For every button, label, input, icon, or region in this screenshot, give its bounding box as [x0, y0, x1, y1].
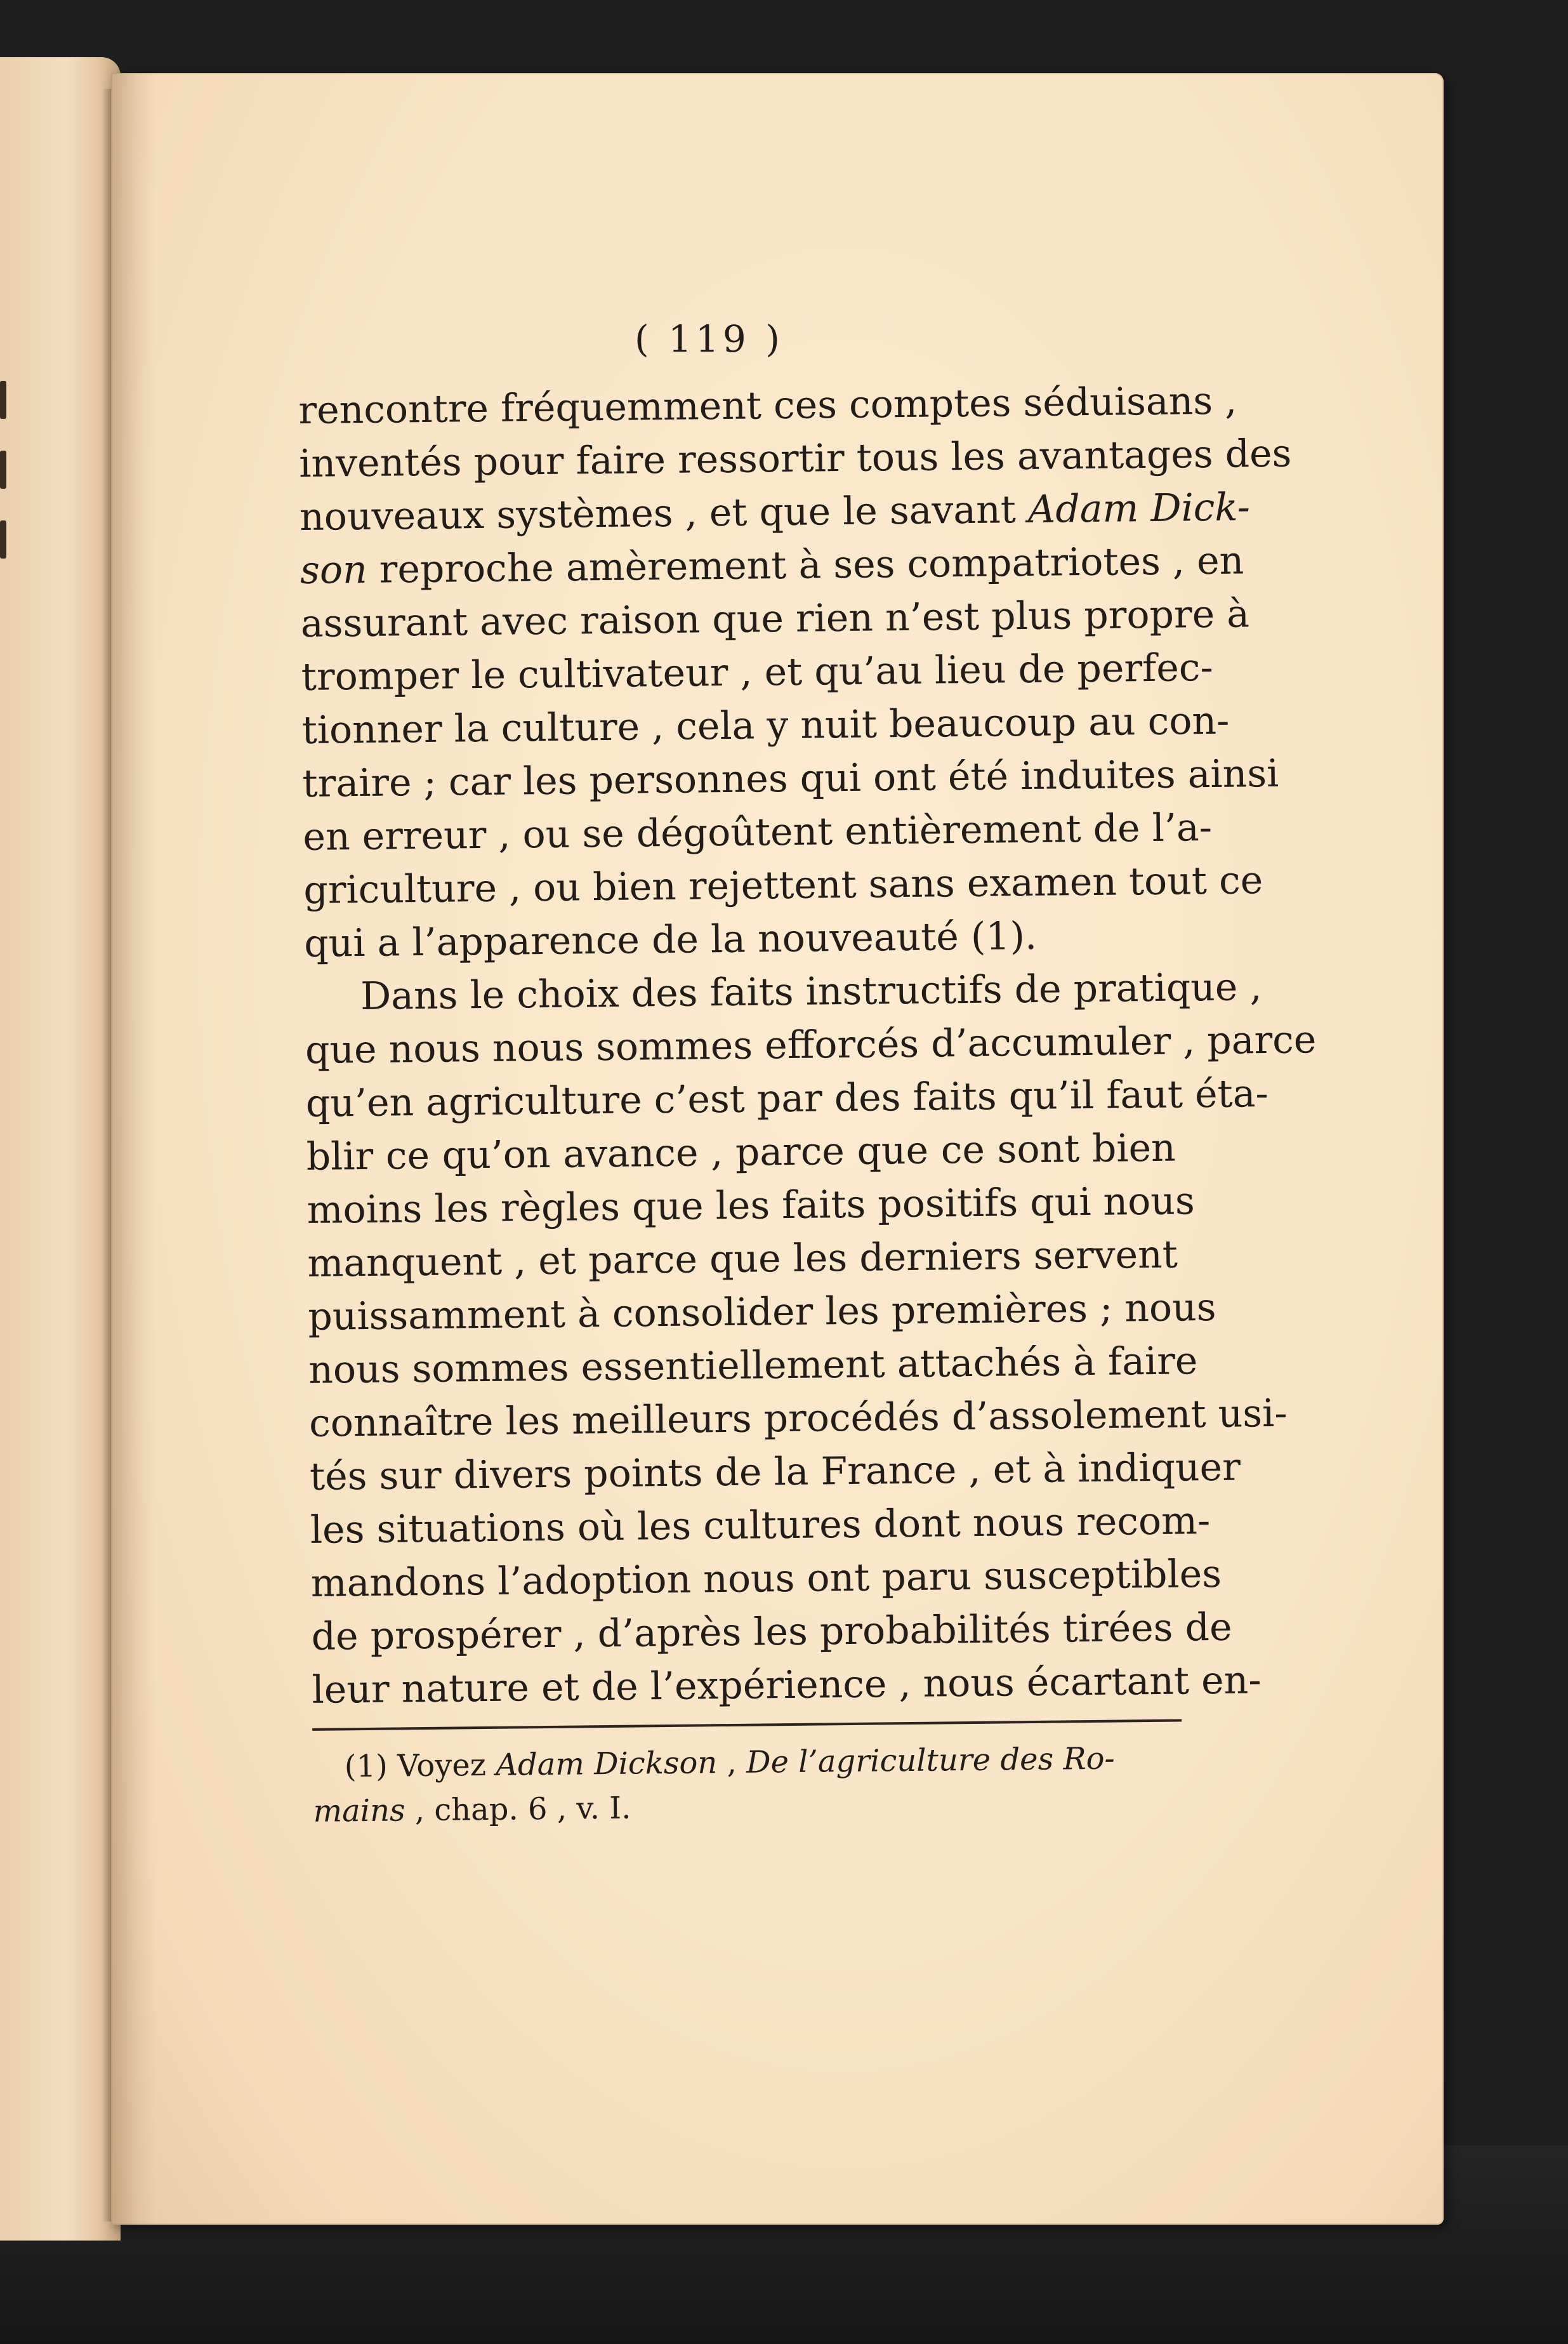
text-line: mandons l’adoption nous ont paru susceptibles [310, 1551, 1222, 1606]
footnote-title: De l’agriculture des Ro- [746, 1740, 1115, 1780]
page-number: ( 119 ) [635, 317, 784, 361]
text-line: traire ; car les personnes qui ont été induites ainsi [302, 751, 1279, 806]
footnote-title: mains [313, 1792, 405, 1829]
footnote-line [313, 1780, 1183, 1834]
text-line: blir ce qu’on avance , parce que ce sont bien [306, 1125, 1176, 1179]
text-segment: nouveaux systèmes , et que le savant [299, 487, 1029, 540]
text-line: manquent , et parce que les derniers servent [307, 1232, 1178, 1286]
footnote-rule [312, 1719, 1182, 1731]
text-fragment [0, 451, 6, 489]
text-line: tionner la culture , cela y nuit beaucoup au con- [301, 698, 1230, 753]
italic-name: son [300, 547, 368, 593]
text-line: griculture , ou bien rejettent sans examen tout ce [303, 858, 1263, 913]
paragraph-first-line: Dans le choix des faits instructifs de pratique , [360, 965, 1262, 1019]
text-segment: reproche amèrement à ses compatriotes , en [367, 538, 1244, 592]
text-line: assurant avec raison que rien n’est plus propre à [300, 592, 1250, 646]
body-text [298, 375, 1317, 1834]
text-line: de prospérer , d’après les probabilités tirées de [311, 1605, 1232, 1659]
text-line: nous sommes essentiellement attachés à faire [308, 1339, 1198, 1393]
text-line: tromper le cultivateur , et qu’au lieu de perfec- [301, 645, 1214, 699]
facing-page-text-fragments [0, 381, 25, 571]
italic-name: Adam Dick- [1027, 485, 1251, 532]
text-line: qui a l’apparence de la nouveauté (1). [303, 913, 1038, 966]
text-line: que nous nous sommes efforcés d’accumuler , parce [305, 1017, 1317, 1073]
text-line: leur nature et de l’expérience , nous écartant en- [312, 1658, 1262, 1712]
text-line: inventés pour faire ressortir tous les avantages des [298, 431, 1292, 486]
footnote-marker: (1) Voyez [344, 1747, 496, 1785]
text-line: moins les règles que les faits positifs qui nous [306, 1179, 1196, 1233]
page-gutter-shadow [111, 73, 155, 2225]
footnote-author: Adam Dickson [495, 1745, 718, 1783]
footnote-reference: , chap. 6 , v. I. [405, 1790, 631, 1829]
text-line: rencontre fréquemment ces comptes séduisans , [298, 378, 1237, 433]
text-fragment [0, 381, 6, 419]
text-line: tés sur divers points de la France , et à indiquer [309, 1445, 1241, 1499]
text-line [300, 535, 1244, 597]
text-line: puissamment à consolider les premières ; nous [308, 1285, 1216, 1339]
text-line: connaître les meilleurs procédés d’assolement usi- [308, 1391, 1288, 1446]
text-line: en erreur , ou se dégoûtent entièrement de l’a- [303, 805, 1213, 859]
text-line: les situations où les cultures dont nous recom- [310, 1499, 1211, 1553]
text-line: qu’en agriculture c’est par des faits qu’il faut éta- [305, 1071, 1269, 1126]
text-line [299, 482, 1251, 544]
text-segment: , [717, 1744, 747, 1781]
text-fragment [0, 520, 6, 559]
footnote-line [312, 1736, 1182, 1789]
